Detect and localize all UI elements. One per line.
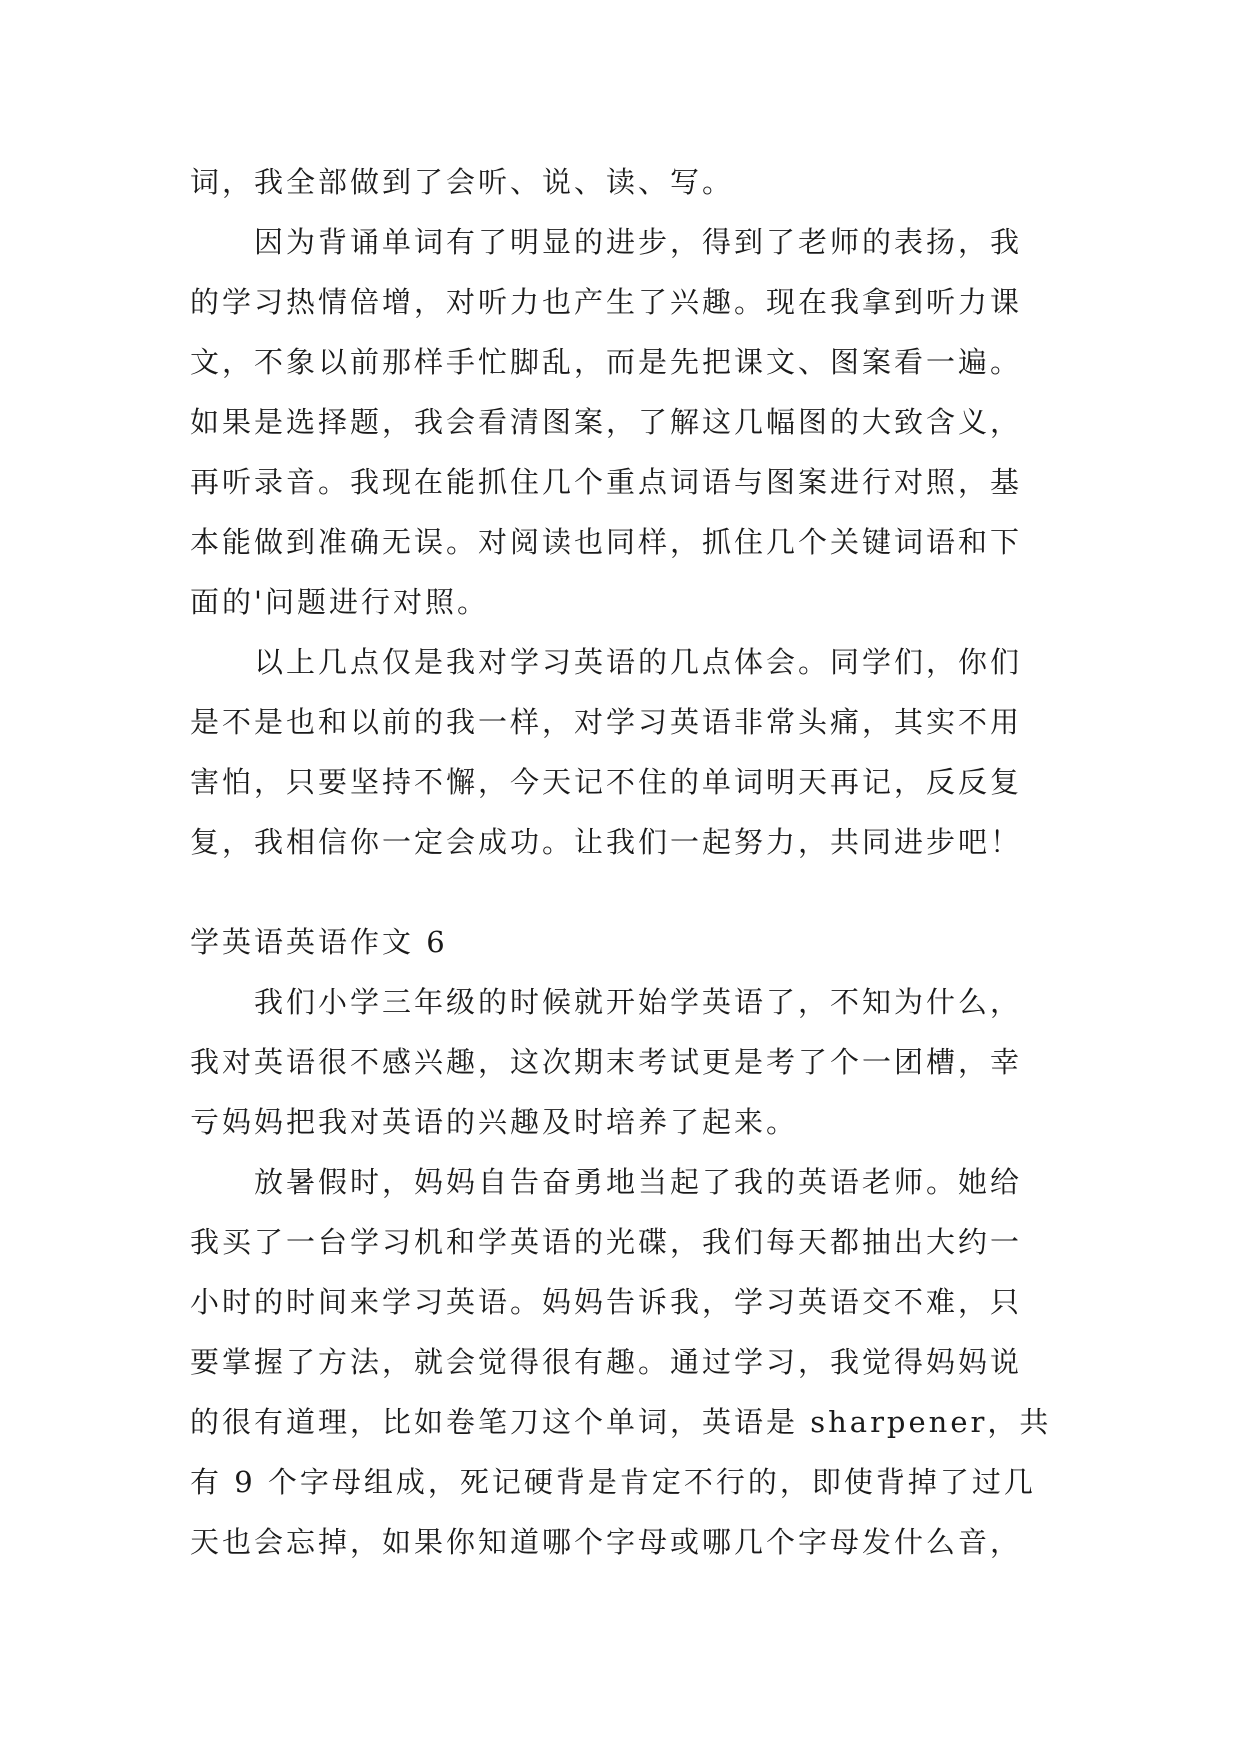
text-line: 复，我相信你一定会成功。让我们一起努力，共同进步吧！	[190, 825, 1023, 859]
text-line: 词，我全部做到了会听、说、读、写。	[190, 165, 735, 199]
document-body	[190, 152, 1070, 1572]
section-title: 学英语英语作文 6	[190, 925, 448, 959]
text-line: 的很有道理，比如卷笔刀这个单词，英语是 sharpener，共	[190, 1405, 1052, 1439]
text-line: 有 9 个字母组成，死记硬背是肯定不行的，即使背掉了过几	[190, 1465, 1036, 1499]
text-line: 亏妈妈把我对英语的兴趣及时培养了起来。	[190, 1105, 799, 1139]
text-line: 要掌握了方法，就会觉得很有趣。通过学习，我觉得妈妈说	[190, 1345, 1023, 1379]
text-line: 如果是选择题，我会看清图案，了解这几幅图的大致含义，	[190, 405, 1023, 439]
text-line: 小时的时间来学习英语。妈妈告诉我，学习英语交不难，只	[190, 1285, 1023, 1319]
text-line: 我们小学三年级的时候就开始学英语了，不知为什么，	[254, 985, 1023, 1019]
paragraph	[190, 212, 1070, 632]
text-line: 面的'问题进行对照。	[190, 585, 489, 619]
text-line: 我买了一台学习机和学英语的光碟，我们每天都抽出大约一	[190, 1225, 1023, 1259]
text-line: 本能做到准确无误。对阅读也同样，抓住几个关键词语和下	[190, 525, 1023, 559]
paragraph	[190, 632, 1070, 872]
text-line: 因为背诵单词有了明显的进步，得到了老师的表扬，我	[254, 225, 1023, 259]
text-line: 是不是也和以前的我一样，对学习英语非常头痛，其实不用	[190, 705, 1023, 739]
text-line: 害怕，只要坚持不懈，今天记不住的单词明天再记，反反复	[190, 765, 1023, 799]
paragraph	[190, 1152, 1070, 1572]
text-line: 天也会忘掉，如果你知道哪个字母或哪几个字母发什么音，	[190, 1525, 1023, 1559]
text-line: 再听录音。我现在能抓住几个重点词语与图案进行对照，基	[190, 465, 1023, 499]
paragraph	[190, 152, 1070, 212]
paragraph	[190, 972, 1070, 1152]
text-line: 我对英语很不感兴趣，这次期末考试更是考了个一团槽，幸	[190, 1045, 1023, 1079]
text-line: 文，不象以前那样手忙脚乱，而是先把课文、图案看一遍。	[190, 345, 1023, 379]
text-line: 以上几点仅是我对学习英语的几点体会。同学们，你们	[254, 645, 1023, 679]
text-line: 的学习热情倍增，对听力也产生了兴趣。现在我拿到听力课	[190, 285, 1023, 319]
text-line: 放暑假时，妈妈自告奋勇地当起了我的英语老师。她给	[254, 1165, 1023, 1199]
section-spacer	[190, 872, 1070, 912]
